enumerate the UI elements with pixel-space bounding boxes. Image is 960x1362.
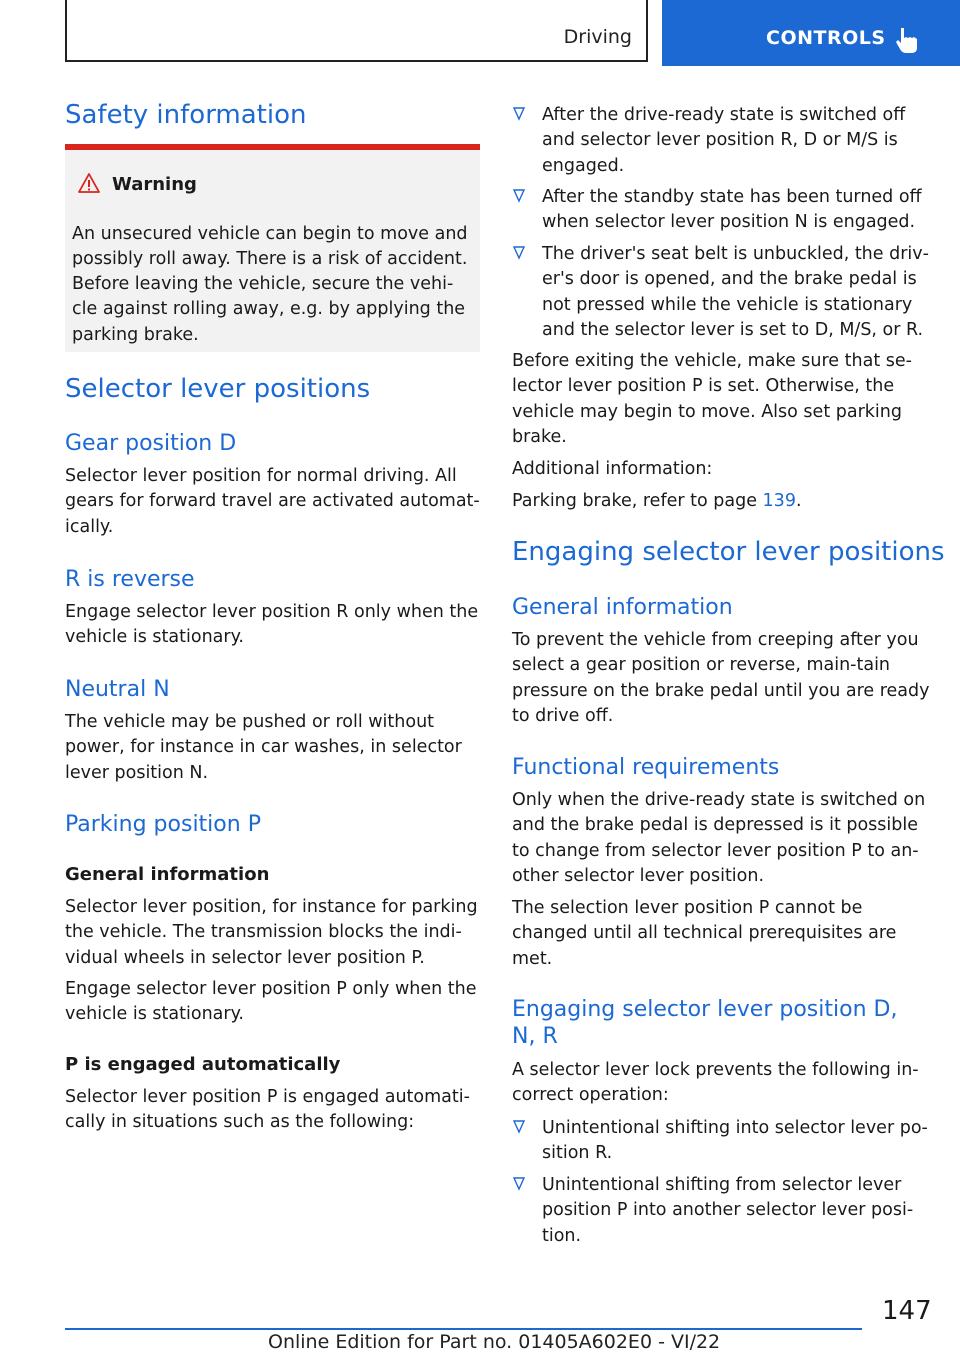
list-item-text: After the standby state has been turned off when selector lever position N is engaged. <box>542 187 922 233</box>
parking-brake-reference <box>512 489 930 514</box>
gear-position-d-heading: Gear position D <box>65 431 237 456</box>
page-number: 147 <box>882 1296 932 1326</box>
list-item-text: Unintentional shifting from selector lever position P into another selector lever posi‐tion. <box>542 1175 914 1246</box>
warning-title: Warning <box>112 174 197 195</box>
safety-information-heading: Safety information <box>65 100 307 130</box>
warning-triangle-icon <box>77 172 101 194</box>
functional-requirements-heading: Functional requirements <box>512 755 780 780</box>
triangle-bullet-icon <box>512 105 526 123</box>
p-engaged-automatically-text: Selector lever position P is engaged automati‐cally in situations such as the following: <box>65 1087 470 1133</box>
list-item-text: Unintentional shifting into selector lever po‐sition R. <box>542 1118 928 1164</box>
neutral-heading: Neutral N <box>65 677 170 702</box>
header-left-box <box>65 0 648 62</box>
pointing-hand-icon <box>894 26 920 54</box>
parking-brake-reference-end: . <box>795 491 802 511</box>
footer-divider <box>65 1328 862 1330</box>
page-139-link[interactable]: 139 <box>762 491 796 511</box>
general-information-heading: General information <box>512 595 733 620</box>
neutral-text: The vehicle may be pushed or roll without power, for instance in car washes, in selector lever position N. <box>65 712 462 783</box>
selector-lever-positions-heading: Selector lever positions <box>65 374 371 404</box>
gear-position-d-text: Selector lever position for normal driving. All gears for forward travel are activated automat‐ically. <box>65 466 480 537</box>
triangle-bullet-icon <box>512 1118 526 1136</box>
engaging-dnr-heading: Engaging selector lever position D, N, R <box>512 997 898 1049</box>
general-information-text-1: Selector lever position, for instance for parking the vehicle. The transmission blocks the indi‐vidual wheels in selector lever position P. <box>65 897 478 968</box>
parking-position-heading: Parking position P <box>65 812 261 837</box>
triangle-bullet-icon <box>512 244 526 262</box>
engaging-selector-lever-positions-heading: Engaging selector lever positions <box>512 537 945 567</box>
triangle-bullet-icon <box>512 187 526 205</box>
general-information-subheading: General information <box>65 864 270 885</box>
triangle-bullet-icon <box>512 1175 526 1193</box>
additional-information-label: Additional information: <box>512 459 713 479</box>
reverse-text: Engage selector lever position R only when the vehicle is stationary. <box>65 602 479 648</box>
reverse-heading: R is reverse <box>65 567 195 592</box>
header-chapter-tab <box>662 0 960 66</box>
before-exit-text: Before exiting the vehicle, make sure that se‐lector lever position P is set. Otherwise, the vehicle may begin to move. Also set parking brake. <box>512 351 912 447</box>
list-item-text: After the drive-ready state is switched off and selector lever position R, D or M/S is engaged. <box>542 105 906 176</box>
header-section-title: Driving <box>563 26 632 48</box>
functional-requirements-text-2: The selection lever position P cannot be changed until all technical prerequisites are met. <box>512 898 897 969</box>
functional-requirements-text-1: Only when the drive-ready state is switched on and the brake pedal is depressed is it possible to change from selector lever position P to an‐other selector lever position. <box>512 790 926 886</box>
general-information-text-2: Engage selector lever position P only when the vehicle is stationary. <box>65 979 477 1025</box>
general-information-text: To prevent the vehicle from creeping after you select a gear position or reverse, main‐tain pressure on the brake pedal until you are ready to drive off. <box>512 630 930 726</box>
parking-brake-reference-text: Parking brake, refer to page <box>512 491 763 511</box>
p-engaged-automatically-subheading: P is engaged automatically <box>65 1054 341 1075</box>
warning-box <box>65 150 480 352</box>
footer-edition-text: Online Edition for Part no. 01405A602E0 - VI/22 <box>268 1331 721 1353</box>
header-chapter-title: CONTROLS <box>766 27 886 49</box>
warning-text: An unsecured vehicle can begin to move and possibly roll away. There is a risk of accident. Before leaving the vehicle, secure the vehi‐cle against rolling away, e.g. by applying the parking brake. <box>72 223 468 345</box>
engaging-dnr-text: A selector lever lock prevents the following in‐correct operation: <box>512 1060 919 1106</box>
list-item-text: The driver's seat belt is unbuckled, the driv‐er's door is opened, and the brake pedal is not pressed while the vehicle is stationary and the selector lever is set to D, M/S, or R. <box>542 244 929 340</box>
